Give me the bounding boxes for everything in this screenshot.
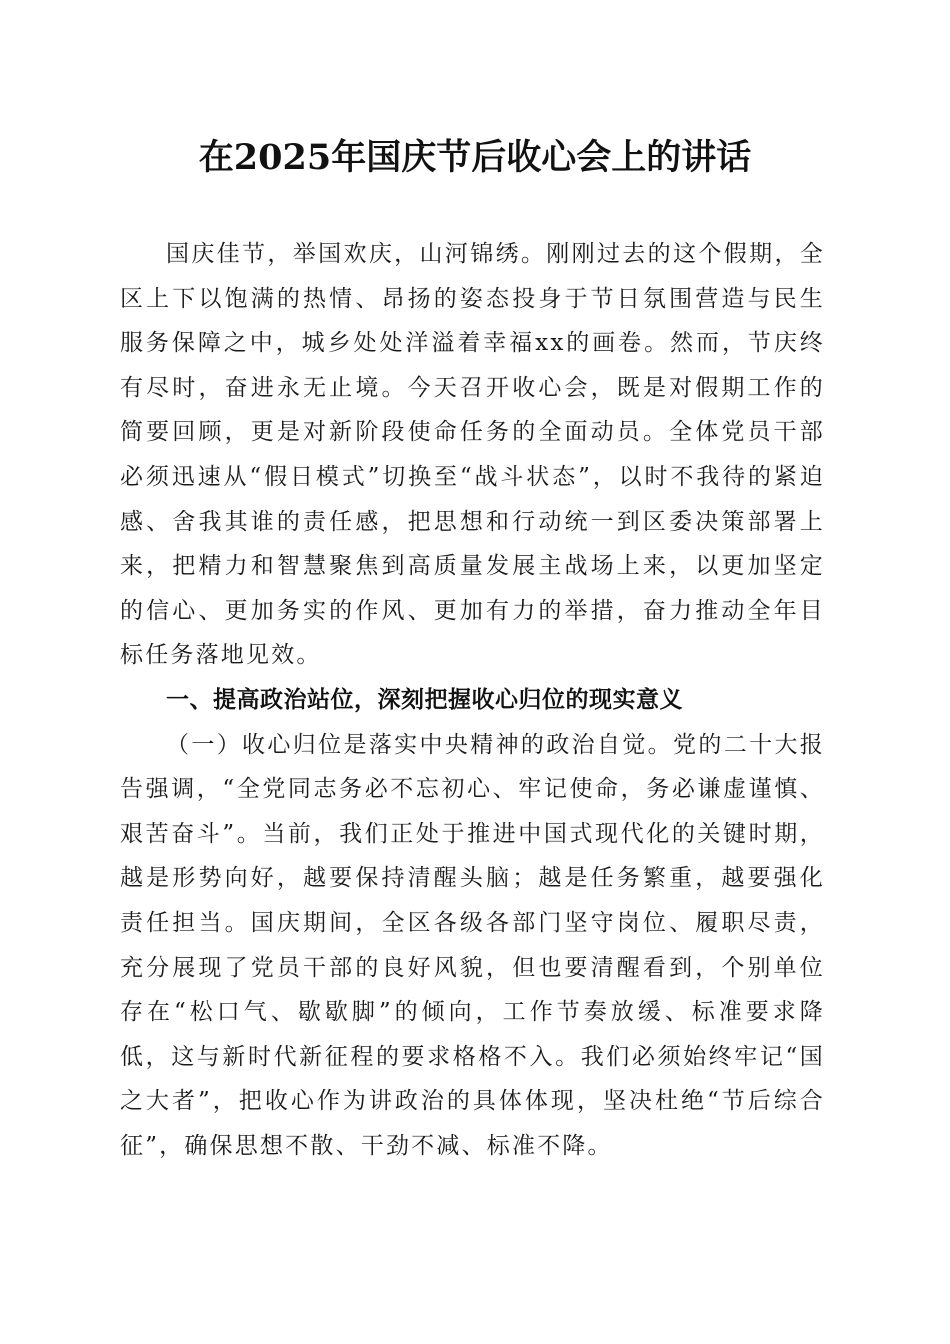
section-1-paragraph-1: （一）收心归位是落实中央精神的政治自觉。党的二十大报告强调，“全党同志务必不忘初心、牢记使命，务必谦虚谨慎、艰苦奋斗”。当前，我们正处于推进中国式现代化的关键时期，越是形势向好，越要保持清醒头脑；越是任务繁重，越要强化责任担当。国庆期间，全区各级各部门坚守岗位、履职尽责，充分展现了党员干部的良好风貌，但也要清醒看到，个别单位存在“松口气、歇歇脚”的倾向，工作节奏放缓、标准要求降低，这与新时代新征程的要求格格不入。我们必须始终牢记“国之大者”，把收心作为讲政治的具体体现，坚决杜绝“节后综合征”，确保思想不散、干劲不减、标准不降。: [120, 731, 825, 1159]
document-body: [120, 232, 825, 1168]
intro-paragraph: 国庆佳节，举国欢庆，山河锦绣。刚刚过去的这个假期，全区上下以饱满的热情、昂扬的姿态投身于节日氛围营造与民生服务保障之中，城乡处处洋溢着幸福xx的画卷。然而，节庆终有尽时，奋进永无止境。今天召开收心会，既是对假期工作的简要回顾，更是对新阶段使命任务的全面动员。全体党员干部必须迅速从“假日模式”切换至“战斗状态”，以时不我待的紧迫感、舍我其谁的责任感，把思想和行动统一到区委决策部署上来，把精力和智慧聚焦到高质量发展主战场上来，以更加坚定的信心、更加务实的作风、更加有力的举措，奋力推动全年目标任务落地见效。: [120, 241, 825, 669]
section-1-heading: 一、提高政治站位，深刻把握收心归位的现实意义: [166, 686, 683, 713]
document-title: 在2025年国庆节后收心会上的讲话: [198, 137, 752, 178]
